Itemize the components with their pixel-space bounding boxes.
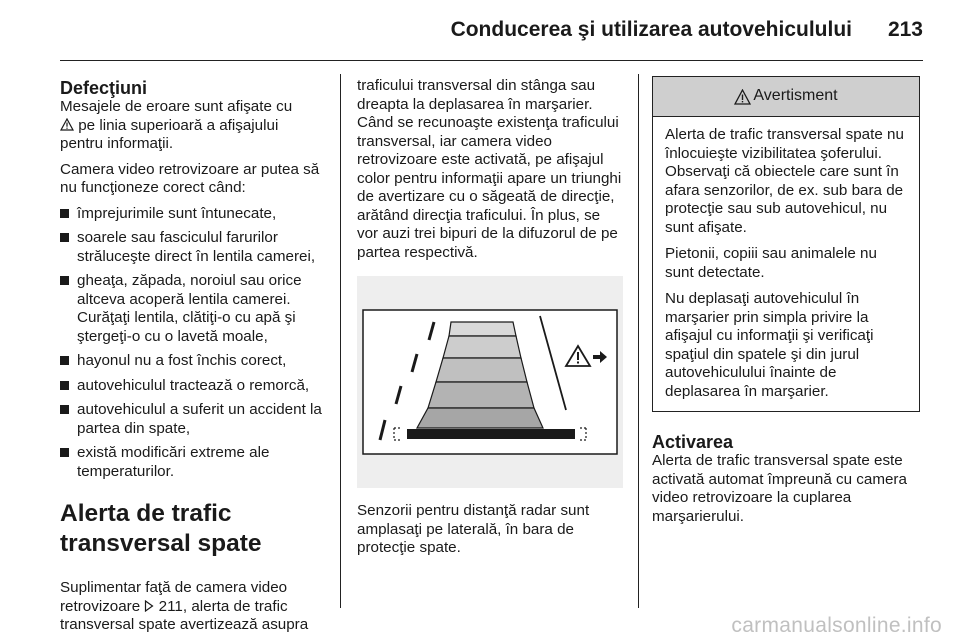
warning-triangle-icon <box>734 89 751 105</box>
column-3 <box>652 76 922 533</box>
rear-camera-display-illustration <box>357 276 623 488</box>
warning-paragraph: Pietonii, copiii sau animalele nu sunt detectate. <box>665 245 877 281</box>
section-title-activation: Activarea <box>652 432 734 452</box>
header-divider <box>60 60 923 61</box>
list-item: autovehiculul tractează o remorcă, <box>60 377 325 396</box>
warning-triangle-icon <box>60 118 74 131</box>
guide-band-5 <box>417 408 543 428</box>
list-item: împrejurimile sunt întunecate, <box>60 205 325 224</box>
watermark-text: carmanualsonline.info <box>731 614 942 637</box>
list-item: hayonul nu a fost închis corect, <box>60 352 325 371</box>
warning-box-body <box>653 117 919 411</box>
bullet-square-icon <box>60 448 69 457</box>
warning-paragraph: Nu deplasaţi autovehiculul în marşarier prin simpla privire la afişajul cu informaţii şi verificaţi spaţiul din spatele şi din jurul autovehiculului înainte de deplasarea în marşarier. <box>665 290 874 400</box>
figure-caption: Senzorii pentru distanţă radar sunt amplasaţi pe laterală, în bara de protecţie spate. <box>357 502 590 556</box>
paragraph-cross-traffic-detail: traficului transversal din stânga sau dreapta la deplasarea în marşarier. Când se recunoaşte existenţa traficului transversal, iar camera video retrovizoare este activată, pe afişajul color pentru informaţii apare un triunghi de avertizare cu o săgeată de direcţie, arătând direcţia traficului. În plus, se vor auzi trei bipuri de la difuzorul de pe partea respectivă. <box>357 77 622 261</box>
warning-box <box>652 76 920 412</box>
page-number: 213 <box>887 18 923 41</box>
column-divider-1 <box>340 74 341 608</box>
bullet-square-icon <box>60 233 69 242</box>
column-1 <box>60 78 325 642</box>
paragraph-camera-conditions: Camera video retrovizoare ar putea să nu funcţioneze corect când: <box>60 160 320 196</box>
section-title-cross-traffic: Alerta de trafic transversal spate <box>60 500 262 557</box>
paragraph-error-messages <box>60 98 325 154</box>
list-item: există modificări extreme ale temperaturilor. <box>60 444 325 481</box>
guide-band-1 <box>449 322 516 336</box>
paragraph-text: Mesajele de eroare sunt afişate cu <box>60 98 293 115</box>
page-header-title: Conducerea şi utilizarea autovehiculului <box>450 18 852 41</box>
bullet-square-icon <box>60 276 69 285</box>
warning-box-title: Avertisment <box>753 87 838 105</box>
bullet-square-icon <box>60 381 69 390</box>
bullet-square-icon <box>60 405 69 414</box>
page-reference-link[interactable]: 211 <box>158 597 183 615</box>
column-divider-2 <box>638 74 639 608</box>
paragraph-text: pe linia superioară a afişajului pentru informaţii. <box>60 116 279 152</box>
guide-band-4 <box>428 382 534 408</box>
camera-view-svg <box>357 276 623 488</box>
list-item: soarele sau fasciculul farurilor străluceşte direct în lentila camerei, <box>60 229 325 266</box>
bumper-bar <box>407 429 575 439</box>
bullet-square-icon <box>60 209 69 218</box>
list-item: autovehiculul a suferit un accident la partea din spate, <box>60 401 325 438</box>
warning-box-header <box>653 77 919 117</box>
paragraph-activation: Alerta de trafic transversal spate este activată automat împreună cu camera video retrovizoare la cuplarea marşarierului. <box>652 452 907 525</box>
section-title-defects: Defecţiuni <box>60 78 148 98</box>
paragraph-cross-traffic-intro: Suplimentar faţă de camera video retrovizoare 211, alerta de trafic transversal spate avertizează asupra <box>60 579 309 633</box>
guide-band-2 <box>443 336 521 358</box>
warning-paragraph: Alerta de trafic transversal spate nu înlocuieşte vizibilitatea şoferului. Observaţi că obiectele care sunt în afara senzorilor, de ex. sub bara de protecţie sau sub autovehicul, nu sunt afişate. <box>665 126 904 236</box>
list-item: gheaţa, zăpada, noroiul sau orice altceva acoperă lentila camerei. Curăţaţi lentila, clătiţi-o cu apă şi ştergeţi-o cu o lavetă moale, <box>60 272 325 346</box>
page-reference-arrow-icon <box>144 600 154 612</box>
bullet-square-icon <box>60 356 69 365</box>
conditions-list <box>60 205 325 482</box>
column-2 <box>357 77 625 565</box>
guide-band-3 <box>436 358 527 382</box>
